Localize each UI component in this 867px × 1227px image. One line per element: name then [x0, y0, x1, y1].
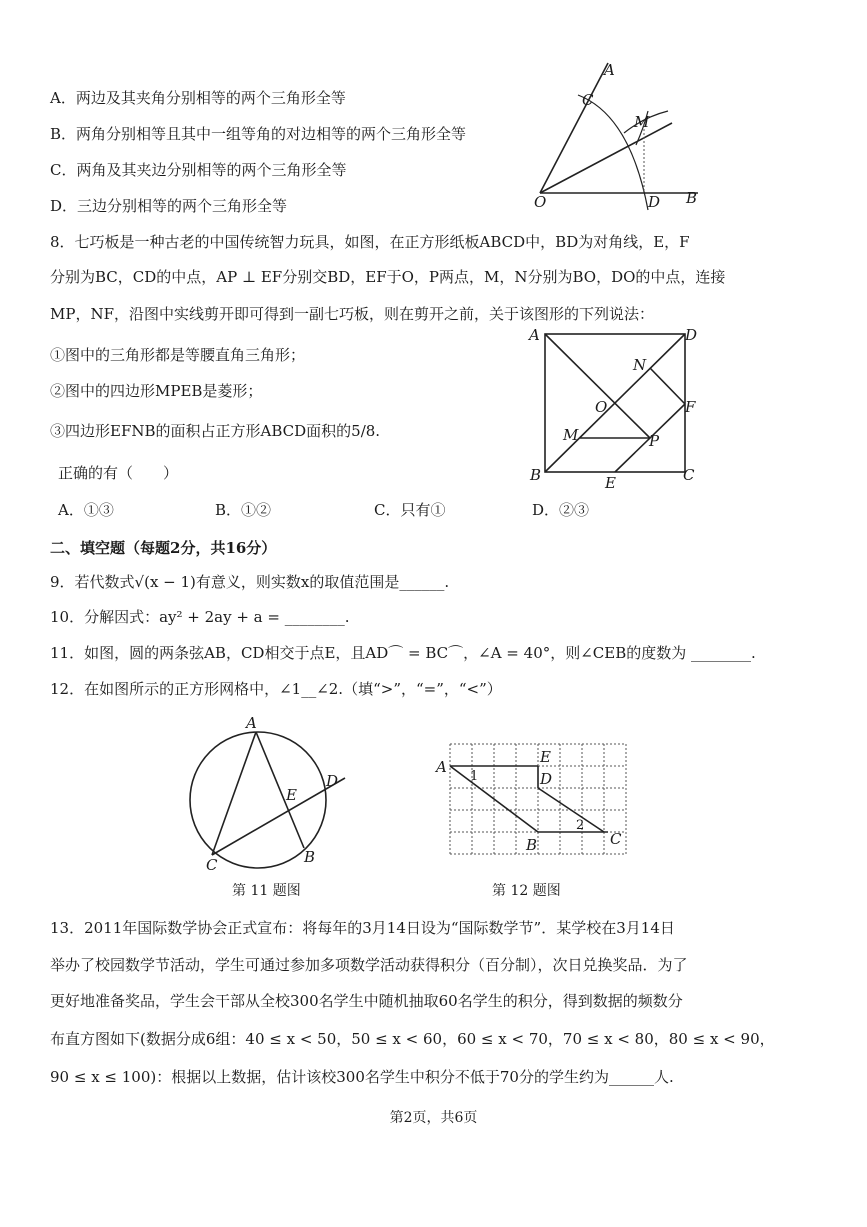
- label-o: O: [534, 193, 547, 211]
- label-e: E: [540, 748, 551, 766]
- q13-line1: 13．2011年国际数学协会正式宣布：将每年的3月14日设为“国际数学节”．某学校在3月14日: [50, 919, 675, 937]
- grid: [450, 744, 626, 854]
- label-m: M: [634, 113, 650, 131]
- q7-option-d: D．三边分别相等的两个三角形全等: [50, 197, 288, 215]
- segment-nf: [650, 368, 685, 404]
- label-a: A: [604, 61, 615, 79]
- caption-q12: 第 12 题图: [492, 883, 561, 899]
- q8-option-c: C．只有①: [374, 501, 446, 519]
- q7-option-a: A．两边及其夹角分别相等的两个三角形全等: [50, 89, 346, 107]
- label-c: C: [683, 466, 695, 484]
- q7-option-c: C．两角及其夹边分别相等的两个三角形全等: [50, 161, 347, 179]
- section-2-heading: 二、填空题（每题2分，共16分）: [50, 539, 277, 557]
- label-a: A: [246, 714, 257, 732]
- label-d: D: [326, 772, 339, 790]
- label-a: A: [436, 758, 447, 776]
- label-o: O: [595, 398, 608, 416]
- segment-ab: [450, 766, 538, 832]
- label-c: C: [582, 91, 594, 109]
- label-c: C: [610, 830, 622, 848]
- q13-line2: 举办了校园数学节活动，学生可通过参加多项数学活动获得积分（百分制），次日兑换奖品．为了: [50, 956, 688, 974]
- q8-statement-3: ③四边形EFNB的面积占正方形ABCD面积的5/8.: [50, 422, 381, 440]
- label-f: F: [685, 398, 696, 416]
- figure-tangram: [525, 320, 710, 495]
- label-e: E: [605, 474, 616, 492]
- q9: 9．若代数式√(x − 1)有意义，则实数x的取值范围是______.: [50, 573, 450, 591]
- label-d: D: [685, 326, 698, 344]
- caption-q11: 第 11 题图: [232, 883, 301, 899]
- label-b: B: [686, 189, 698, 207]
- q8-line1: 8．七巧板是一种古老的中国传统智力玩具，如图，在正方形纸板ABCD中，BD为对角线，E，F: [50, 233, 690, 251]
- q13-line3: 更好地准备奖品，学生会干部从全校300名学生中随机抽取60名学生的积分，得到数据的频数分: [50, 992, 683, 1010]
- q8-line2: 分别为BC，CD的中点，AP ⊥ EF分别交BD，EF于O，P两点，M，N分别为BO，DO的中点，连接: [50, 268, 726, 286]
- q8-option-b: B．①②: [215, 501, 272, 519]
- label-c: C: [206, 856, 218, 874]
- q13-line5: 90 ≤ x ≤ 100)：根据以上数据，估计该校300名学生中积分不低于70分的学生约为______人.: [50, 1068, 674, 1086]
- label-d: D: [648, 193, 661, 211]
- label-b: B: [530, 466, 542, 484]
- label-b: B: [304, 848, 316, 866]
- figure-grid: [430, 738, 630, 858]
- segment-ap: [545, 334, 650, 438]
- q8-line3: MP，NF，沿图中实线剪开即可得到一副七巧板，则在剪开之前，关于该图形的下列说法：: [50, 305, 654, 323]
- q13-line4: 布直方图如下(数据分成6组：40 ≤ x < 50，50 ≤ x < 60，60 ≤ x < 70，70 ≤ x < 80，80 ≤ x < 90，: [50, 1030, 775, 1048]
- q8-statement-2: ②图中的四边形MPEB是菱形；: [50, 382, 263, 400]
- chord-ac: [212, 732, 256, 855]
- figure-angle-bisector: [520, 55, 710, 220]
- q11: 11．如图，圆的两条弦AB，CD相交于点E，且AD⌒ = BC⌒，∠A = 40°，则∠CEB的度数为 ________.: [50, 644, 756, 662]
- q8-option-a: A．①③: [58, 501, 114, 519]
- figure-circle-chords: [180, 710, 380, 875]
- label-n: N: [633, 356, 647, 374]
- q8-ask: 正确的有（ ）: [58, 464, 179, 482]
- label-b: B: [526, 836, 538, 854]
- q7-option-b: B．两角分别相等且其中一组等角的对边相等的两个三角形全等: [50, 125, 467, 143]
- label-d: D: [540, 770, 553, 788]
- q12: 12．在如图所示的正方形网格中，∠1__∠2.（填“>”，“=”，“<”）: [50, 680, 502, 698]
- angle-1-label: 1: [470, 769, 479, 784]
- q10: 10．分解因式：ay² + 2ay + a = ________.: [50, 608, 350, 626]
- label-p: P: [649, 432, 660, 450]
- ray-oa: [540, 63, 608, 193]
- q8-option-d: D．②③: [532, 501, 590, 519]
- bisector-om: [540, 123, 672, 193]
- label-e: E: [286, 786, 297, 804]
- angle-2-label: 2: [576, 818, 585, 833]
- q8-statement-1: ①图中的三角形都是等腰直角三角形；: [50, 346, 306, 364]
- page-footer: 第2页，共6页: [389, 1110, 478, 1126]
- label-m: M: [563, 426, 579, 444]
- label-a: A: [529, 326, 540, 344]
